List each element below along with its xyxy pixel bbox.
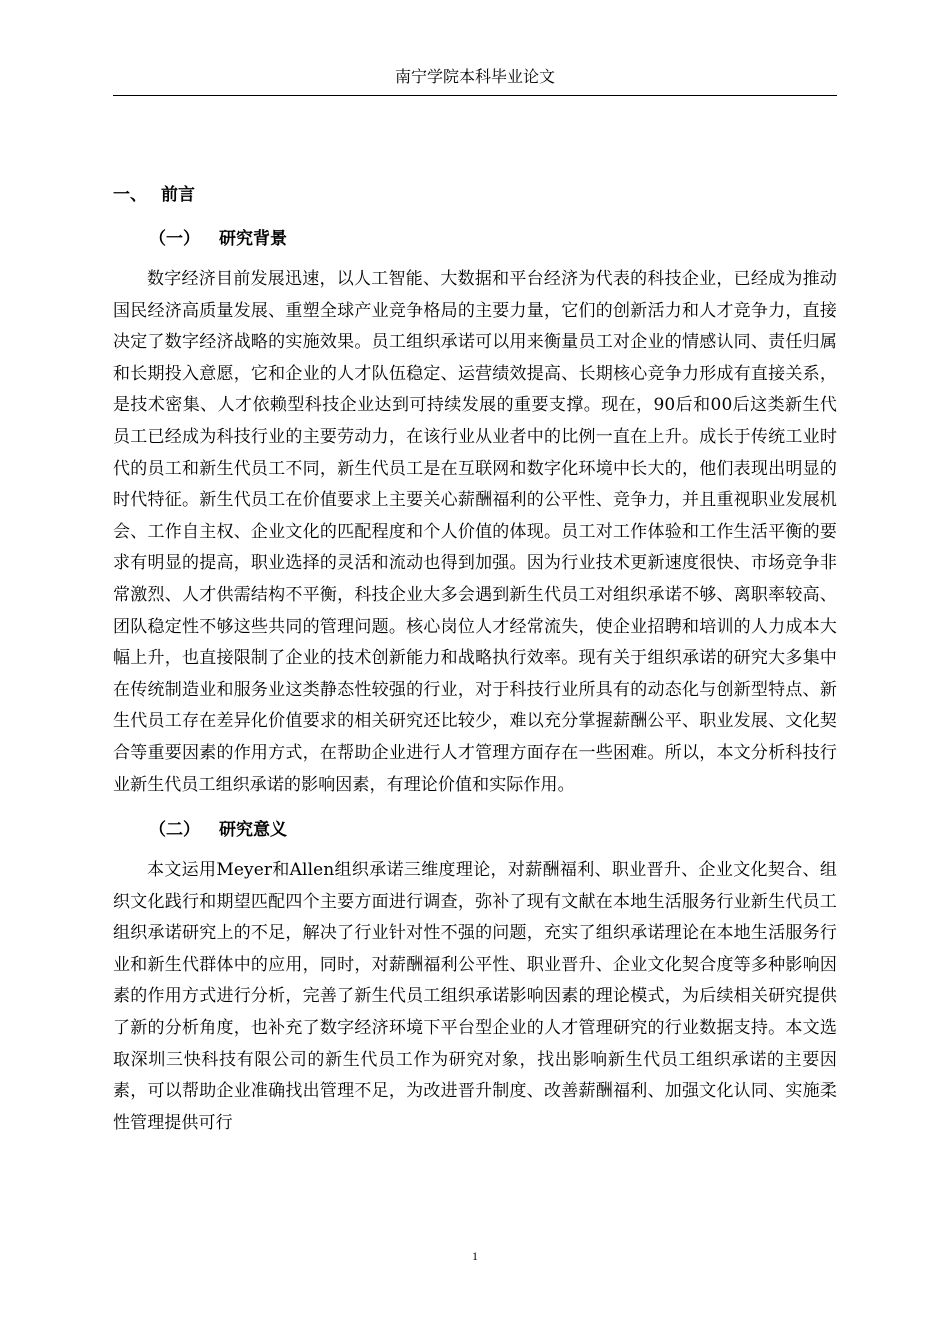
page-number: 1 [472, 1249, 478, 1263]
subsection-heading-significance [149, 815, 837, 845]
section-number: 一、 [113, 185, 147, 205]
spacer [113, 801, 837, 815]
header-rule [113, 95, 837, 96]
subsection-title: 研究意义 [219, 820, 287, 841]
section-title: 前言 [161, 185, 195, 205]
subsection-number: （二） [149, 820, 200, 841]
page-body [113, 180, 837, 1139]
running-header: 南宁学院本科毕业论文 [394, 67, 555, 86]
subsection-title: 研究背景 [219, 229, 287, 249]
significance-paragraph: 本文运用Meyer和Allen组织承诺三维度理论，对薪酬福利、职业晋升、企业文化契合、组织文化践行和期望匹配四个主要方面进行调查，弥补了现有文献在本地生活服务行业新生代员工组织承诺研究上的不足，解决了行业针对性不强的问题，充实了组织承诺理论在本地生活服务行业和新生代群体中的应用，同时，对薪酬福利公平性、职业晋升、企业文化契合度等多种影响因素的作用方式进行分析，完善了新生代员工组织承诺影响因素的理论模式，为后续相关研究提供了新的分析角度，也补充了数字经济环境下平台型企业的人才管理研究的行业数据支持。本文选取深圳三快科技有限公司的新生代员工作为研究对象，找出影响新生代员工组织承诺的主要因素，可以帮助企业准确找出管理不足，为改进晋升制度、改善薪酬福利、加强文化认同、实施柔性管理提供可行 [113, 860, 837, 1133]
section-heading-introduction [113, 180, 837, 210]
subsection-number: （一） [149, 229, 200, 249]
subsection-heading-background [149, 224, 837, 254]
background-paragraph: 数字经济目前发展迅速，以人工智能、大数据和平台经济为代表的科技企业，已经成为推动国民经济高质量发展、重塑全球产业竞争格局的主要力量，它们的创新活力和人才竞争力，直接决定了数字经济战略的实施效果。员工组织承诺可以用来衡量员工对企业的情感认同、责任归属和长期投入意愿，它和企业的人才队伍稳定、运营绩效提高、长期核心竞争力形成有直接关系，是技术密集、人才依赖型科技企业达到可持续发展的重要支撑。现在，90后和00后这类新生代员工已经成为科技行业的主要劳动力，在该行业从业者中的比例一直在上升。成长于传统工业时代的员工和新生代员工不同，新生代员工是在互联网和数字化环境中长大的，他们表现出明显的时代特征。新生代员工在价值要求上主要关心薪酬福利的公平性、竞争力，并且重视职业发展机会、工作自主权、企业文化的匹配程度和个人价值的体现。员工对工作体验和工作生活平衡的要求有明显的提高，职业选择的灵活和流动也得到加强。因为行业技术更新速度很快、市场竞争非常激烈、人才供需结构不平衡，科技企业大多会遇到新生代员工对组织承诺不够、离职率较高、团队稳定性不够这些共同的管理问题。核心岗位人才经常流失，使企业招聘和培训的人力成本大幅上升，也直接限制了企业的技术创新能力和战略执行效率。现有关于组织承诺的研究大多集中在传统制造业和服务业这类静态性较强的行业，对于科技行业所具有的动态化与创新型特点、新生代员工存在差异化价值要求的相关研究还比较少，难以充分掌握薪酬公平、职业发展、文化契合等重要因素的作用方式，在帮助企业进行人才管理方面存在一些困难。所以，本文分析科技行业新生代员工组织承诺的影响因素，有理论价值和实际作用。 [113, 269, 837, 795]
